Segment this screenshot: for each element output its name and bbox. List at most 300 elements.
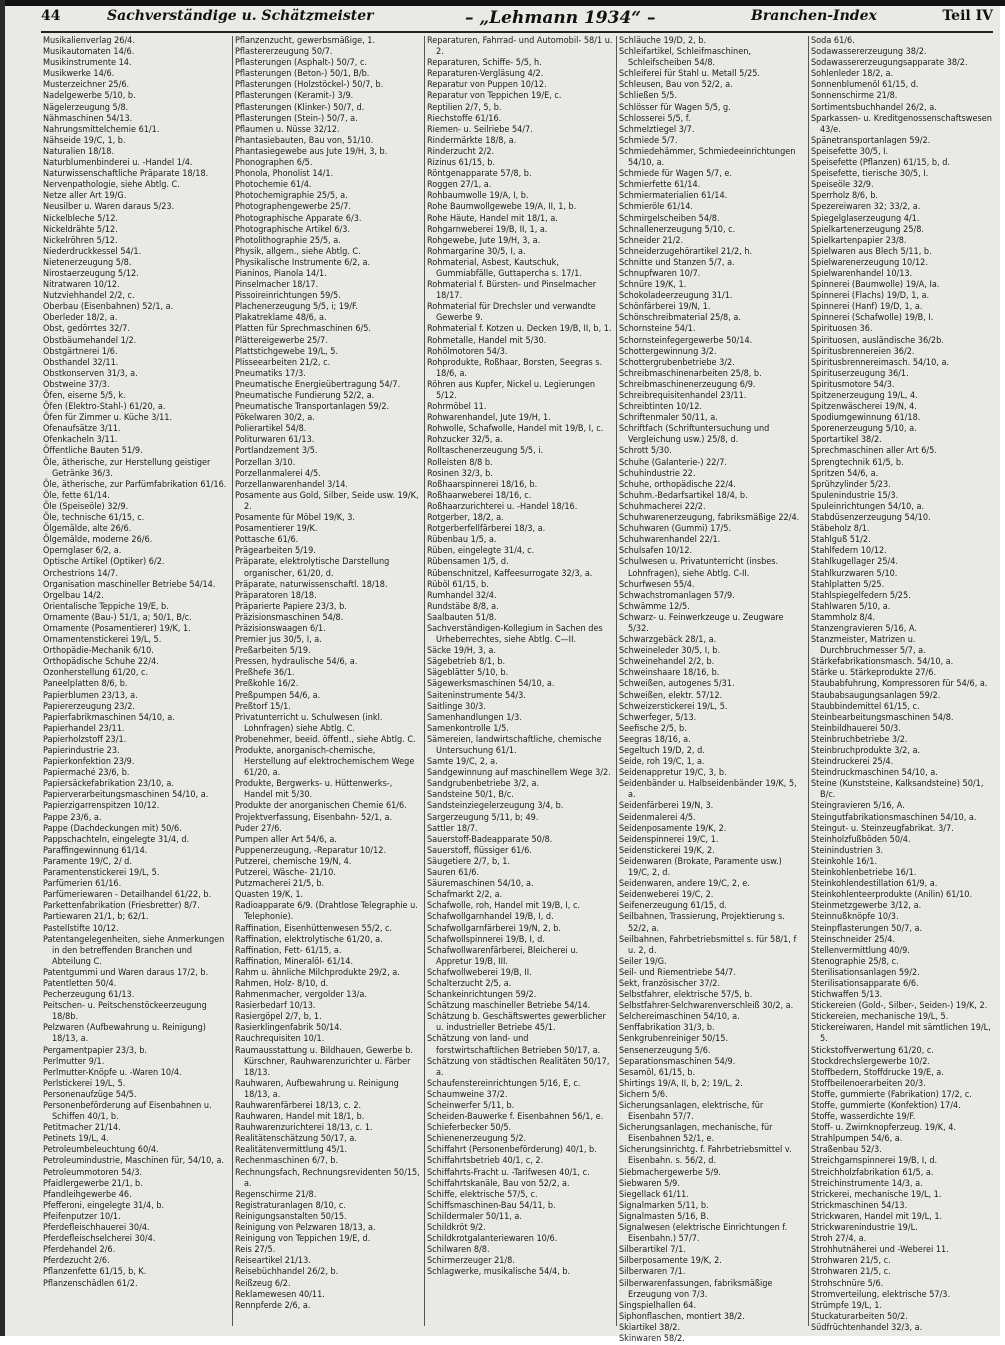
index-entry: Stammholz 8/4. — [811, 612, 876, 623]
index-entry: Sicherungsinrichtg. f. Fahrbetriebsmittel v. Eisenbahn. s. 56/2, d. — [619, 1145, 792, 1167]
index-entry: Pergamentpapier 23/3, b. — [43, 1045, 147, 1056]
index-entry: Seide, roh 19/C, 1, a. — [619, 757, 705, 768]
index-entry: Phonographen 6/5. — [235, 158, 313, 169]
index-entry: Spinnerei (Schafwolle) 19/B, I. — [811, 313, 934, 324]
index-entry: Rohwarenhandel, Jute 19/H, 1. — [427, 413, 551, 424]
index-entry: Schätzung b. Geschäftswertes gewerblicher u. industrieller Betriebe 45/1. — [427, 1012, 606, 1034]
index-entry: Stahlkugellager 25/4. — [811, 557, 899, 568]
index-entry: Schildkrotgalanteriewaren 10/6. — [427, 1234, 558, 1245]
index-entry: Speisefette, tierische 30/5, I. — [811, 169, 929, 180]
index-entry: Schnallenerzeugung 5/10, c. — [619, 224, 736, 235]
index-entry: Rasierbedarf 10/13. — [235, 1001, 316, 1012]
index-entry: Projektverfassung, Eisenbahn- 52/1, a. — [235, 812, 393, 823]
index-entry: Steinbruchprodukte 3/2, a. — [811, 746, 921, 756]
index-entry: Steinnußknöpfe 10/3. — [811, 912, 899, 923]
index-entry: Preßtorf 15/1. — [235, 701, 291, 712]
index-entry: Schweinehandel 2/2, b. — [619, 657, 715, 668]
index-entry: Papiermaché 23/6, b. — [43, 768, 130, 779]
index-entry: Spezereiwaren 32; 33/2, a. — [811, 202, 921, 213]
index-entry: Nähseide 19/C, 1, b. — [43, 135, 126, 146]
index-entry: Pfaidlergewerbe 21/1, b. — [43, 1178, 143, 1189]
index-entry: Reis 27/5. — [235, 1245, 276, 1256]
index-entry: Pflasterungen (Holzstöckel-) 50/7, b. — [235, 80, 384, 91]
index-entry: Reparaturen-Vergläsung 4/2. — [427, 69, 544, 80]
index-entry: Rohprodukte, Roßhaar, Borsten, Seegras s. 18/6, a. — [427, 357, 603, 379]
index-entry: Produkte der anorganischen Chemie 61/6. — [235, 801, 407, 812]
index-entry: Sekt, französischer 37/2. — [619, 978, 721, 989]
index-entry: Schuhe (Galanterie-) 22/7. — [619, 457, 727, 468]
index-entry: Schirmerzeuger 21/8. — [427, 1256, 515, 1267]
index-entry: Schwachstromanlagen 57/9. — [619, 590, 735, 601]
index-entry: Patentangelegenheiten, siehe Anmerkungen in den betreffenden Branchen und Abteilung C. — [43, 934, 225, 967]
index-entry: Sterilisationsanlagen 59/2. — [811, 967, 920, 978]
index-entry: Roßhaarweberei 18/16, c. — [427, 490, 532, 501]
index-entry: Putzerei, Wäsche- 21/10. — [235, 868, 336, 879]
index-entry: Scheiden-Bauwerke f. Eisenbahnen 56/1, e. — [427, 1112, 604, 1123]
index-entry: Orgelbau 14/2. — [43, 590, 104, 601]
index-entry: Rundstäbe 8/8, a. — [427, 601, 499, 612]
index-entry: Straßenbau 52/3. — [811, 1145, 882, 1156]
index-entry: Präparierte Papiere 23/3, b. — [235, 601, 347, 612]
index-entry: Rauhwarenzurichterei 18/13, c. 1. — [235, 1123, 373, 1134]
index-entry: Oberleder 18/2, a. — [43, 313, 118, 324]
index-entry: Physik, allgem., siehe Abtlg. C. — [235, 246, 361, 257]
index-entry: Privatunterricht u. Schulwesen (inkl. Lohnfragen) siehe Abtlg. C. — [235, 712, 383, 734]
index-entry: Photochemie 61/4. — [235, 180, 312, 191]
index-entry: Reinigung von Teppichen 19/E, d. — [235, 1234, 371, 1245]
index-entry: Strahlpumpen 54/6, a. — [811, 1134, 903, 1145]
index-column-4 — [619, 36, 805, 1344]
index-entry: Raumausstattung u. Bildhauen, Gewerbe b. Kürschner, Rauhwarenzurichter u. Färber 18/13. — [235, 1045, 413, 1078]
index-entry: Senffabrikation 31/3, b. — [619, 1023, 715, 1034]
index-entry: Prägearbeiten 5/19. — [235, 546, 316, 557]
index-entry: Realitätenvermittlung 45/1. — [235, 1145, 348, 1156]
index-entry: Stoff- u. Zwirnknopferzeug. 19/K, 4. — [811, 1123, 957, 1134]
index-entry: Präzisionsmaschinen 54/8. — [235, 612, 344, 623]
index-entry: Nägelerzeugung 5/8. — [43, 102, 129, 113]
index-entry: Schiffe, elektrische 57/5, c. — [427, 1189, 538, 1200]
index-entry: Reiseartikel 21/13. — [235, 1256, 311, 1267]
index-entry: Spirituserzeugung 36/1. — [811, 368, 909, 379]
index-entry: Sodawassererzeugungsapparate 38/2. — [811, 58, 968, 69]
index-entry: Selchereimaschinen 54/10, a. — [619, 1012, 740, 1023]
index-entry: Rohe Baumwollgewebe 19/A, II, 1, b. — [427, 202, 577, 213]
index-entry: Schaufenstereinrichtungen 5/16, E, c. — [427, 1078, 581, 1089]
index-entry: Schriftfach (Schriftuntersuchung und Vergleichung usw.) 25/8, d. — [619, 424, 770, 446]
index-entry: Skiartikel 38/2. — [619, 1322, 681, 1333]
index-entry: Sichern 5/6. — [619, 1089, 668, 1100]
index-entry: Stockdrechslergewerbe 10/2. — [811, 1056, 930, 1067]
index-entry: Schreibrequisitenhandel 23/11. — [619, 391, 747, 401]
index-entry: Silberwarenfassungen, fabriksmäßige Erzeugung von 7/3. — [619, 1278, 773, 1300]
index-entry: Orchestrions 14/7. — [43, 568, 119, 579]
index-entry: Reparaturen, Schiffe- 5/5, h. — [427, 58, 542, 69]
index-entry: Spielkartenpapier 23/8. — [811, 235, 907, 246]
index-entry: Schleiferei für Stahl u. Metall 5/25. — [619, 69, 761, 80]
index-entry: Sandsteinziegelerzeugung 3/4, b. — [427, 801, 564, 812]
index-entry: Reißzeug 6/2. — [235, 1278, 291, 1289]
index-entry: Obsthandel 32/11. — [43, 357, 119, 368]
index-entry: Plachenerzeugung 5/5, i; 19/F. — [235, 302, 358, 313]
index-entry: Ölgemälde, moderne 26/6. — [43, 535, 153, 546]
index-entry: Schafmarkt 2/2, a. — [427, 890, 503, 901]
index-entry: Sägebetrieb 8/1, b. — [427, 657, 506, 668]
index-entry: Parfümerien 61/16. — [43, 879, 122, 890]
index-entry: Skinwaren 58/2. — [619, 1333, 685, 1344]
index-entry: Sicherungsanlagen, mechanische, für Eisenbahnen 52/1, e. — [619, 1123, 773, 1145]
index-entry: Schmierfette 61/14. — [619, 180, 701, 191]
index-entry: Schieferbecker 50/5. — [427, 1123, 512, 1134]
index-entry: Roggen 27/1, a. — [427, 180, 492, 191]
index-entry: Spielkartenerzeugung 25/8. — [811, 224, 925, 235]
index-entry: Rübenschnitzel, Kaffeesurrogate 32/3, a. — [427, 568, 593, 579]
index-entry: Schiffsmaschinen-Bau 54/11, b. — [427, 1200, 556, 1211]
index-entry: Preßarbeiten 5/19. — [235, 646, 311, 657]
index-entry: Schuhm.-Bedarfsartikel 18/4, b. — [619, 490, 748, 501]
index-entry: Staubbindemittel 61/15, c. — [811, 701, 920, 712]
index-entry: Spielwaren aus Blech 5/11, b. — [811, 246, 932, 257]
index-entry: Steingravieren 5/16, A. — [811, 801, 905, 812]
index-entry: Staubabsaugungsanlagen 59/2. — [811, 690, 941, 701]
index-entry: Obstweine 37/3. — [43, 379, 110, 390]
index-entry: Strohhutnäherei und -Weberei 11. — [811, 1245, 949, 1256]
index-entry: Spitzenwäscherei 19/N, 4. — [811, 402, 917, 413]
index-entry: Steinpflasterungen 50/7, a. — [811, 923, 923, 934]
index-entry: Spulenindustrie 15/3. — [811, 490, 899, 501]
index-entry: Öle, ätherische, zur Parfümfabrikation 61/16. — [43, 479, 227, 490]
index-entry: Nirostaerzeugung 5/12. — [43, 268, 139, 279]
index-entry: Silberartikel 7/1. — [619, 1245, 686, 1256]
index-entry: Rechnungsfach, Rechnungsrevidenten 50/15, a. — [235, 1167, 420, 1189]
index-entry: Roßhaarspinnerei 18/16, b. — [427, 479, 538, 490]
index-entry: Photographische Artikel 6/3. — [235, 224, 351, 235]
index-entry: Speiseöle 32/9. — [811, 180, 874, 191]
index-entry: Strickerei, mechanische 19/L, 1. — [811, 1189, 942, 1200]
section-heading: Sachverständige u. Schätzmeister — [107, 8, 374, 24]
index-entry: Steinkohlenbetriebe 16/1. — [811, 868, 917, 879]
index-entry: Schilwaren 8/8. — [427, 1245, 490, 1256]
index-entry: Porzellanmalerei 4/5. — [235, 468, 321, 479]
index-entry: Papiererzeugung 23/2. — [43, 701, 135, 712]
index-entry: Signalwesen (elektrische Einrichtungen f. Eisenbahn.) 57/7. — [619, 1223, 788, 1245]
index-entry: Posamente aus Gold, Silber, Seide usw. 19/K, 2. — [235, 490, 419, 512]
index-entry: Siebmachergewerbe 5/9. — [619, 1167, 721, 1178]
index-entry: Musterzeichner 25/6. — [43, 80, 130, 91]
index-entry: Plisseearbeiten 21/2, c. — [235, 357, 331, 368]
index-entry: Pferdehandel 2/6. — [43, 1245, 116, 1256]
index-entry: Naturwissenschaftliche Präparate 18/18. — [43, 169, 209, 180]
index-entry: Papierholzstoff 23/1. — [43, 734, 127, 745]
index-entry: Sauerstoff-Badeapparate 50/8. — [427, 834, 553, 845]
index-entry: Stahlspiegelfedern 5/25. — [811, 590, 911, 601]
index-entry: Pappe 23/6, a. — [43, 812, 102, 823]
index-entry: Pneumatiks 17/3. — [235, 368, 306, 379]
index-entry: Rolleisten 8/8 b. — [427, 457, 493, 468]
index-entry: Obstbäumehandel 1/2. — [43, 335, 137, 346]
index-column-5 — [811, 36, 993, 1333]
index-entry: Strohwaren 21/5, c. — [811, 1267, 891, 1278]
index-entry: Riechstoffe 61/16. — [427, 113, 502, 124]
index-entry: Stoffe, gummierte (Konfektion) 17/4. — [811, 1101, 961, 1111]
index-entry: Stromverteilung, elektrische 57/3. — [811, 1289, 951, 1300]
index-entry: Schönschreibmaterial 25/8, a. — [619, 313, 741, 324]
index-entry: Phantasiegewebe aus Jute 19/H, 3, b. — [235, 146, 388, 157]
index-entry: Seidenposamente 19/K, 2. — [619, 823, 727, 834]
index-entry: Schweinshaare 18/16, b. — [619, 668, 720, 679]
index-entry: Öle, technische 61/15, c. — [43, 513, 145, 524]
index-entry: Rindermärkte 18/8, a. — [427, 135, 517, 146]
index-entry: Steindruckerei 25/4. — [811, 757, 894, 768]
index-entry: Schweineleder 30/5, I, b. — [619, 646, 721, 657]
index-entry: Seegras 18/16, a. — [619, 734, 691, 745]
index-entry: Schafwollweberei 19/B, II. — [427, 967, 532, 978]
index-entry: Posamentierer 19/K. — [235, 524, 318, 535]
index-entry: Spinnerei (Hanf) 19/D, 1, a. — [811, 302, 923, 313]
index-entry: Schafwollspinnerei 19/B, I, d. — [427, 934, 545, 945]
index-entry: Seidenfärberei 19/N, 3. — [619, 801, 714, 812]
index-entry: Saalbauten 51/8. — [427, 612, 497, 623]
index-entry: Schönfärberei 19/N, 1. — [619, 302, 711, 313]
index-entry: Streichholzfabrikation 61/5, a. — [811, 1167, 934, 1178]
index-entry: Stoffbeilenoerarbeiten 20/3. — [811, 1078, 926, 1089]
index-entry: Nickelbleche 5/12. — [43, 213, 119, 224]
index-entry: Niederdruckkessel 54/1. — [43, 246, 142, 257]
index-entry: Samte 19/C, 2, a. — [427, 757, 498, 768]
index-entry: Sägewerksmaschinen 54/10, a. — [427, 679, 555, 690]
index-entry: Pneumatische Energieübertragung 54/7. — [235, 379, 401, 390]
index-entry: Signalmasten 5/16, B. — [619, 1211, 709, 1222]
index-entry: Stickereien (Gold-, Silber-, Seiden-) 19/K, 2. — [811, 1001, 988, 1012]
index-entry: Pissoireinrichtungen 59/5. — [235, 291, 341, 302]
index-entry: Schmiede 5/7. — [619, 135, 678, 146]
index-entry: Musikalienverlag 26/4. — [43, 36, 135, 46]
index-entry: Plattstichgewebe 19/L, 5. — [235, 346, 339, 357]
index-entry: Pinselmacher 18/17. — [235, 280, 319, 291]
index-entry: Physikalische Instrumente 6/2, a. — [235, 257, 371, 268]
index-entry: Spielwarenerzeugung 10/12. — [811, 257, 928, 268]
index-entry: Spodiumgewinnung 61/18. — [811, 413, 921, 424]
index-entry: Schuhe, orthopädische 22/4. — [619, 479, 736, 490]
index-entry: Steindruckmaschinen 54/10, a. — [811, 768, 938, 779]
index-entry: Papierkonfektion 23/9. — [43, 757, 135, 768]
index-entry: Sandgewinnung auf maschinellem Wege 3/2. — [427, 768, 611, 779]
index-entry: Seidenstickerei 19/K, 2. — [619, 845, 715, 856]
index-entry: Seefische 2/5, b. — [619, 723, 687, 734]
index-entry: Schildkröt 9/2. — [427, 1223, 486, 1234]
index-entry: Seiler 19/G. — [619, 956, 667, 967]
index-entry: Raffination, Mineralöl- 61/14. — [235, 956, 354, 967]
index-entry: Pflastererzeugung 50/7. — [235, 47, 333, 58]
index-entry: Rohmaterial für Drechsler und verwandte Gewerbe 9. — [427, 302, 596, 324]
index-entry: Schuhmacherei 22/2. — [619, 501, 706, 512]
index-entry: Pfandleihgewerbe 46. — [43, 1189, 132, 1200]
index-entry: Rasierklingenfabrik 50/14. — [235, 1023, 342, 1034]
index-entry: Stäbeholz 8/1. — [811, 524, 870, 535]
index-entry: Segeltuch 19/D, 2, d. — [619, 746, 705, 756]
index-entry: Schiffahrt (Personenbeförderung) 40/1, b. — [427, 1145, 597, 1156]
index-entry: Roßhaarzurichterei u. -Handel 18/16. — [427, 501, 578, 512]
index-entry: Rauhwaren, Handel mit 18/1, b. — [235, 1112, 365, 1123]
index-entry: Spiritusbrennereimasch. 54/10, a. — [811, 357, 950, 368]
index-entry: Stahlfedern 10/12. — [811, 546, 887, 557]
index-entry: Stabdüsenzerzeugung 54/10. — [811, 513, 931, 524]
index-entry: Silberposamente 19/K, 2. — [619, 1256, 722, 1267]
index-entry: Perlmutter 9/1. — [43, 1056, 105, 1067]
index-entry: Steinbruchbetriebe 3/2. — [811, 734, 908, 745]
index-entry: Rüböl 61/15, b. — [427, 579, 489, 590]
index-entry: Reinigungsanstalten 50/15. — [235, 1211, 347, 1222]
index-entry: Rohmetalle, Handel mit 5/30. — [427, 335, 547, 346]
index-entry: Rahm u. ähnliche Milchprodukte 29/2, a. — [235, 967, 400, 978]
index-entry: Spiritusmotore 54/3. — [811, 379, 895, 390]
index-entry: Sodawassererzeugung 38/2. — [811, 47, 927, 58]
index-entry: Strohwaren 21/5, c. — [811, 1256, 891, 1267]
index-entry: Reinigung von Pelzwaren 18/13, a. — [235, 1223, 376, 1234]
index-entry: Steine (Kunststeine, Kalksandsteine) 50/1, B/c. — [811, 779, 984, 801]
index-entry: Raffination, Eisenhüttenwesen 55/2, c. — [235, 923, 393, 934]
index-entry: Siphonflaschen, montiert 38/2. — [619, 1311, 745, 1322]
index-entry: Säuremaschinen 54/10, a. — [427, 879, 534, 890]
index-entry: Schildermaler 50/11, a. — [427, 1211, 522, 1222]
index-entry: Rahmen, Holz- 8/10, d. — [235, 978, 329, 989]
index-entry: Steinkohlenteerprodukte (Anilin) 61/10. — [811, 890, 973, 901]
index-entry: Säcke 19/H, 3, a. — [427, 646, 496, 657]
index-entry: Schleifartikel, Schleifmaschinen, Schleifscheiben 54/8. — [619, 47, 751, 69]
index-entry: Rahmenmacher, vergolder 13/a. — [235, 990, 367, 1001]
index-entry: Spitzenerzeugung 19/L, 4. — [811, 391, 918, 401]
index-entry: Schuhindustrie 22. — [619, 468, 696, 479]
index-entry: Sauren 61/6. — [427, 868, 480, 879]
index-entry: Schweizerstickerei 19/L, 5. — [619, 701, 728, 712]
index-entry: Soda 61/6. — [811, 36, 855, 46]
index-entry: Ornamente (Posamentierer) 19/K, 1. — [43, 623, 191, 634]
index-entry: Pflasterungen (Keramit-) 3/9. — [235, 91, 354, 102]
index-entry: Rohgarnweberei 19/B, II, 1, a. — [427, 224, 548, 235]
index-entry: Nietenerzeugung 5/8. — [43, 257, 132, 268]
index-entry: Schmieröle 61/14. — [619, 202, 694, 213]
index-entry: Patentletten 50/4. — [43, 978, 117, 989]
index-entry: Strümpfe 19/L, 1. — [811, 1300, 882, 1311]
index-entry: Schwarz- u. Feinwerkzeuge u. Zeugware 5/32. — [619, 612, 784, 634]
index-entry: Säugetiere 2/7, b, 1. — [427, 856, 511, 867]
index-entry: Strickmaschinen 54/13. — [811, 1200, 908, 1211]
index-entry: Petroleummotoren 54/3. — [43, 1167, 143, 1178]
index-entry: Sonnenblumenöl 61/15, d. — [811, 80, 919, 91]
index-entry: Paraffingewinnung 61/14. — [43, 845, 148, 856]
index-entry: Strickwarenindustrie 19/L. — [811, 1223, 918, 1234]
index-entry: Präparatoren 18/18. — [235, 590, 317, 601]
index-entry: Pneumatische Fundierung 52/2, a. — [235, 391, 375, 401]
index-entry: Preßpumpen 54/6, a. — [235, 690, 321, 701]
index-entry: Sperrholz 8/6, b. — [811, 191, 878, 202]
index-entry: Strickwaren, Handel mit 19/L, 1. — [811, 1211, 943, 1222]
index-entry: Spuleinrichtungen 54/10, a. — [811, 501, 925, 512]
index-entry: Schreibtinten 10/12. — [619, 402, 702, 413]
index-entry: Spiegelglaserzeugung 4/1. — [811, 213, 920, 224]
index-entry: Staubabfuhrung, Kompressoren für 54/6, a. — [811, 679, 988, 690]
index-entry: Schurfwesen 55/4. — [619, 579, 695, 590]
index-entry: Siebwaren 5/9. — [619, 1178, 680, 1189]
index-entry: Platten für Sprechmaschinen 6/5. — [235, 324, 372, 335]
index-entry: Schankeinrichtungen 59/2. — [427, 990, 537, 1001]
index-entry: Obstkonserven 31/3, a. — [43, 368, 138, 379]
index-entry: Schiffahrtskanäle, Bau von 52/2, a. — [427, 1178, 570, 1189]
index-entry: Putzerei, chemische 19/N, 4. — [235, 856, 352, 867]
index-entry: Schafwollgarnfärberei 19/N, 2, b. — [427, 923, 561, 934]
index-entry: Stanzmeister, Matrizen u. Durchbruchmesser 5/7, a. — [811, 635, 926, 657]
index-entry: Ornamente (Bau-) 51/1, a; 50/1, B/c. — [43, 612, 192, 623]
index-entry: Sensenerzeugung 5/6. — [619, 1045, 711, 1056]
index-entry: Samenhandlungen 1/3. — [427, 712, 522, 723]
index-entry: Photolithographie 25/5, a. — [235, 235, 341, 246]
index-entry: Schmirgelscheiben 54/8. — [619, 213, 720, 224]
index-entry: Pflasterungen (Beton-) 50/1, B/b. — [235, 69, 370, 80]
part-label: Teil IV — [942, 8, 993, 24]
index-entry: Schulwesen u. Privatunterricht (insbes. Lohnfragen), siehe Abtlg. C-II. — [619, 557, 779, 579]
index-entry: Regenschirme 21/8. — [235, 1189, 317, 1200]
index-entry: Spritzen 54/6, a. — [811, 468, 879, 479]
index-entry: Schriftenmaler 50/11, a. — [619, 413, 718, 424]
index-entry: Sandsteine 50/1, B/c. — [427, 790, 514, 801]
index-entry: Pappe (Dachdeckungen mit) 50/6. — [43, 823, 182, 834]
index-entry: Rohölmotoren 54/3. — [427, 346, 508, 357]
index-entry: Spirituosen, ausländische 36/2b. — [811, 335, 944, 346]
index-entry: Sicherungsanlagen, elektrische, für Eisenbahn 57/7. — [619, 1101, 764, 1123]
index-entry: Rohmaterial, Asbest, Kautschuk, Gummiabfälle, Guttapercha s. 17/1. — [427, 257, 582, 279]
index-entry: Putzmacherei 21/5, b. — [235, 879, 325, 890]
index-entry: Pflasterungen (Klinker-) 50/7, d. — [235, 102, 365, 113]
index-entry: Rohmaterial f. Bürsten- und Pinselmacher 18/17. — [427, 280, 597, 302]
index-entry: Puppenerzeugung, -Reparatur 10/12. — [235, 845, 387, 856]
index-entry: Sämereien, landwirtschaftliche, chemische Untersuchung 61/1. — [427, 734, 602, 756]
index-entry: Rüben, eingelegte 31/4, c. — [427, 546, 535, 557]
index-entry: Riemen- u. Seilriebe 54/7. — [427, 124, 533, 135]
index-entry: Pelzwaren (Aufbewahrung u. Reinigung) 18/13, a. — [43, 1023, 206, 1045]
index-entry: Samenkontrolle 1/5. — [427, 723, 509, 734]
index-entry: Spänetransportanlagen 59/2. — [811, 135, 931, 146]
index-entry: Nervenpathologie, siehe Abtlg. C. — [43, 180, 180, 191]
index-entry: Rohmaterial f. Kotzen u. Decken 19/B, II, b, 1. — [427, 324, 612, 335]
index-entry: Orthopädie-Mechanik 6/10. — [43, 646, 154, 657]
index-entry: Schrott 5/30. — [619, 446, 672, 457]
index-entry: Sportartikel 38/2. — [811, 435, 882, 446]
index-entry: Preßhefe 36/1. — [235, 668, 295, 679]
page-number: 44 — [41, 8, 61, 24]
index-entry: Seidenmalerei 4/5. — [619, 812, 696, 823]
index-entry: Papierblumen 23/13, a. — [43, 690, 138, 701]
publication-title: – „Lehmann 1934“ – — [465, 8, 656, 28]
index-entry: Stoffe, wasserdichte 19/F. — [811, 1112, 916, 1123]
index-entry: Seifenerzeugung 61/15, d. — [619, 901, 727, 912]
index-entry: Partiewaren 21/1, b; 62/1. — [43, 912, 149, 923]
index-entry: Personenbeförderung auf Eisenbahnen u. Schiffen 40/1, b. — [43, 1101, 212, 1123]
index-entry: Stoffbedern, Stoffdrucke 19/E, a. — [811, 1067, 944, 1078]
index-entry: Pappschachteln, eingelegte 31/4, d. — [43, 834, 190, 845]
index-column-3 — [427, 36, 613, 1326]
index-entry: Schornsteinfegergewerbe 50/14. — [619, 335, 753, 346]
index-entry: Schmiede für Wagen 5/7, e. — [619, 169, 732, 180]
index-entry: Petroleumindustrie, Maschinen für, 54/10, a. — [43, 1156, 225, 1167]
index-entry: Radioapparate 6/9. (Drahtlose Telegraphie u. Telephonie). — [235, 901, 418, 923]
index-entry: Schweißen, autogenes 5/31. — [619, 679, 735, 690]
index-entry: Phonola, Phonolist 14/1. — [235, 169, 334, 180]
index-entry: Stichwaffen 5/13. — [811, 990, 883, 1001]
index-entry: Papierzigarrenspitzen 10/12. — [43, 801, 160, 812]
index-entry: Stärke u. Stärkeprodukte 27/6. — [811, 668, 937, 679]
index-entry: Schienenerzeugung 5/2. — [427, 1134, 527, 1145]
index-entry: Porzellanwarenhandel 3/14. — [235, 479, 349, 490]
index-entry: Musikinstrumente 14. — [43, 58, 132, 69]
